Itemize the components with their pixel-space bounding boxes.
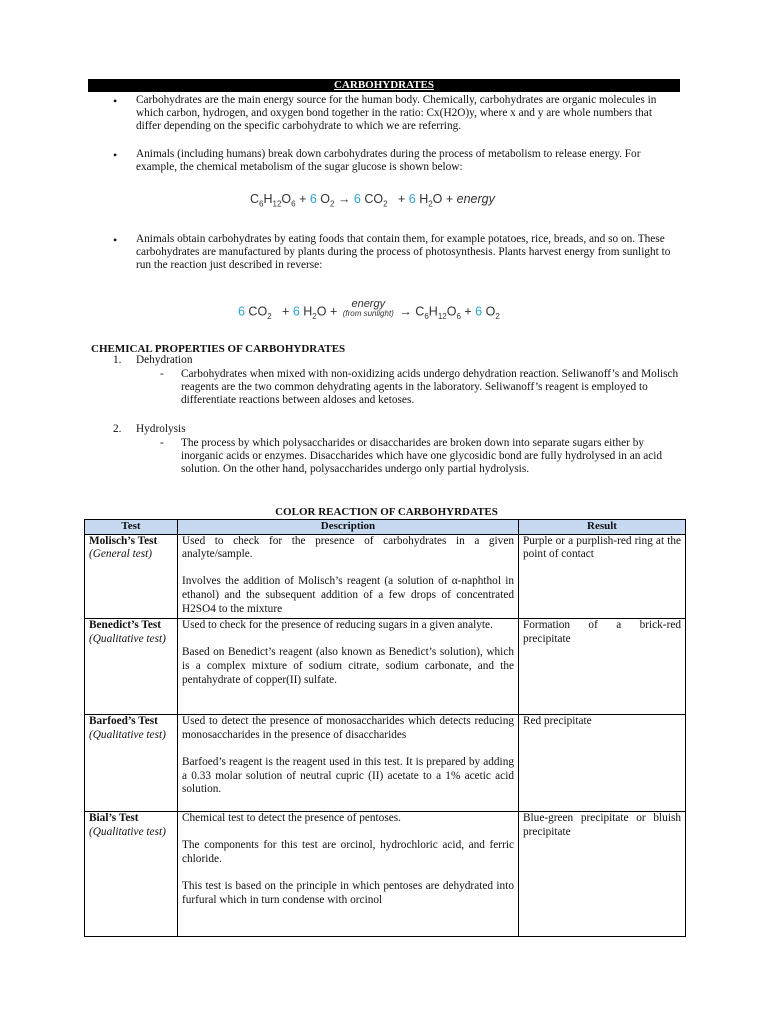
table-row xyxy=(85,534,686,619)
paragraph-bullet-3: Animals obtain carbohydrates by eating foods that contain them, for example potatoes, rice, breads, and so on. These carbohydrates are manufactured by plants during the process of photosynthesis. Plants harvest energy from sunlight to run the reaction just described in reverse: xyxy=(136,233,671,272)
section-title-bar xyxy=(88,79,680,92)
test-type: (General test) xyxy=(89,548,153,561)
description-text: Used to check for the presence of carbohydrates in a given analyte/sample. xyxy=(182,534,514,561)
header-result: Result xyxy=(519,520,686,535)
description-text: The components for this test are orcinol, hydrochloric acid, and ferric chloride. xyxy=(182,839,514,865)
test-type: (Qualitative test) xyxy=(89,825,166,838)
bullet-marker: • xyxy=(113,233,118,247)
list-number: 1. xyxy=(113,354,122,366)
result-cell: Blue-green precipitate or bluish precipitate xyxy=(519,812,686,937)
test-name: Bial’s Test xyxy=(89,812,139,825)
list-label-dehydration: Dehydration xyxy=(136,354,193,366)
test-type: (Qualitative test) xyxy=(89,632,166,645)
header-description: Description xyxy=(178,520,519,535)
energy-term: energy xyxy=(351,298,386,310)
section-title: CARBOHYDRATES xyxy=(333,79,435,91)
test-name: Benedict’s Test xyxy=(89,619,162,632)
description-text: Used to check for the presence of reducing sugars in a given analyte. xyxy=(182,619,493,632)
description-text: Chemical test to detect the presence of pentoses. xyxy=(182,812,401,825)
description-text: Barfoed’s reagent is the reagent used in this test. It is prepared by adding a 0.33 molar solution of neutral cupric (II) acetate to a 1% acetic acid solution. xyxy=(182,755,514,796)
description-text: Used to detect the presence of monosaccharides which detects reducing monosaccharides in the presence of disaccharides xyxy=(182,715,514,741)
result-cell: Formation of a brick-red precipitate xyxy=(519,619,686,715)
description-text: Based on Benedict’s reagent (also known as Benedict’s solution), which is a complex mixture of sodium citrate, sodium carbonate, and the pentahydrate of copper(II) sulfate. xyxy=(182,646,514,686)
energy-source: (from sunlight) xyxy=(342,309,394,318)
bullet-marker: • xyxy=(113,94,118,108)
result-cell: Red precipitate xyxy=(519,715,686,812)
list-number: 2. xyxy=(113,423,122,435)
description-cell xyxy=(178,534,519,619)
table-row xyxy=(85,715,686,812)
description-cell xyxy=(178,715,519,812)
test-cell xyxy=(85,715,178,812)
table-title: COLOR REACTION OF CARBOHYRDATES xyxy=(275,506,498,518)
table-header-row xyxy=(85,520,686,535)
table-row xyxy=(85,812,686,937)
paragraph-bullet-2: Animals (including humans) break down carbohydrates during the process of metabolism to release energy. For example, the chemical metabolism of the sugar glucose is shown below: xyxy=(136,148,641,174)
chem-properties-heading: CHEMICAL PROPERTIES OF CARBOHYDRATES xyxy=(91,343,346,355)
result-cell: Purple or a purplish-red ring at the point of contact xyxy=(519,534,686,619)
description-text: This test is based on the principle in which pentoses are dehydrated into furfural which in turn condense with orcinol xyxy=(182,880,514,906)
test-cell xyxy=(85,534,178,619)
table-row xyxy=(85,619,686,715)
hydrolysis-text: The process by which polysaccharides or disaccharides are broken down into separate sugars either by inorganic acids or enzymes. Disaccharides which have one glycosidic bond are fully hydrolysed in an acid solution. On the other hand, polysaccharides undergo only partial hydrolysis. xyxy=(181,437,663,476)
description-text: Involves the addition of Molisch’s reagent (a solution of α-naphthol in ethanol) and the subsequent addition of a few drops of concentrated H2SO4 to the mixture xyxy=(182,575,514,615)
bullet-marker: • xyxy=(113,148,118,162)
energy-term: energy xyxy=(456,192,495,206)
test-cell xyxy=(85,619,178,715)
photosynthesis-equation: 6 $CO_2 + 6$ $H_2O$ + energy (from sunlight) → $C_6H_{12}O_6 + 6$ $O_2$ xyxy=(238,298,500,321)
list-dash: - xyxy=(160,368,164,380)
glucose-metabolism-equation: $C_6H_{12}O_6 + 6$ $O_2 \to 6$ $CO_2 + 6$ $H_2O$ + energy xyxy=(250,192,495,209)
test-name: Barfoed’s Test xyxy=(89,715,158,728)
test-name: Molisch’s Test xyxy=(89,534,158,547)
list-dash: - xyxy=(160,437,164,449)
test-cell xyxy=(85,812,178,937)
test-type: (Qualitative test) xyxy=(89,728,166,741)
description-cell xyxy=(178,619,519,715)
dehydration-text: Carbohydrates when mixed with non-oxidizing acids undergo dehydration reaction. Seliwanoff’s and Molisch reagents are the two common dehydrating agents in the laboratory. Seliwanoff’s reagent is employed to differentiate reactions between aldoses and ketoses. xyxy=(181,368,679,407)
list-label-hydrolysis: Hydrolysis xyxy=(136,423,186,435)
color-reaction-table xyxy=(84,519,686,937)
header-test: Test xyxy=(85,520,178,535)
paragraph-bullet-1: Carbohydrates are the main energy source for the human body. Chemically, carbohydrates are organic molecules in which carbon, hydrogen, and oxygen bond together in the ratio: Cx(H2O)y, where x and y are whole numbers that differ depending on the specific carbohydrate to which we are referring. xyxy=(136,94,657,133)
description-cell xyxy=(178,812,519,937)
